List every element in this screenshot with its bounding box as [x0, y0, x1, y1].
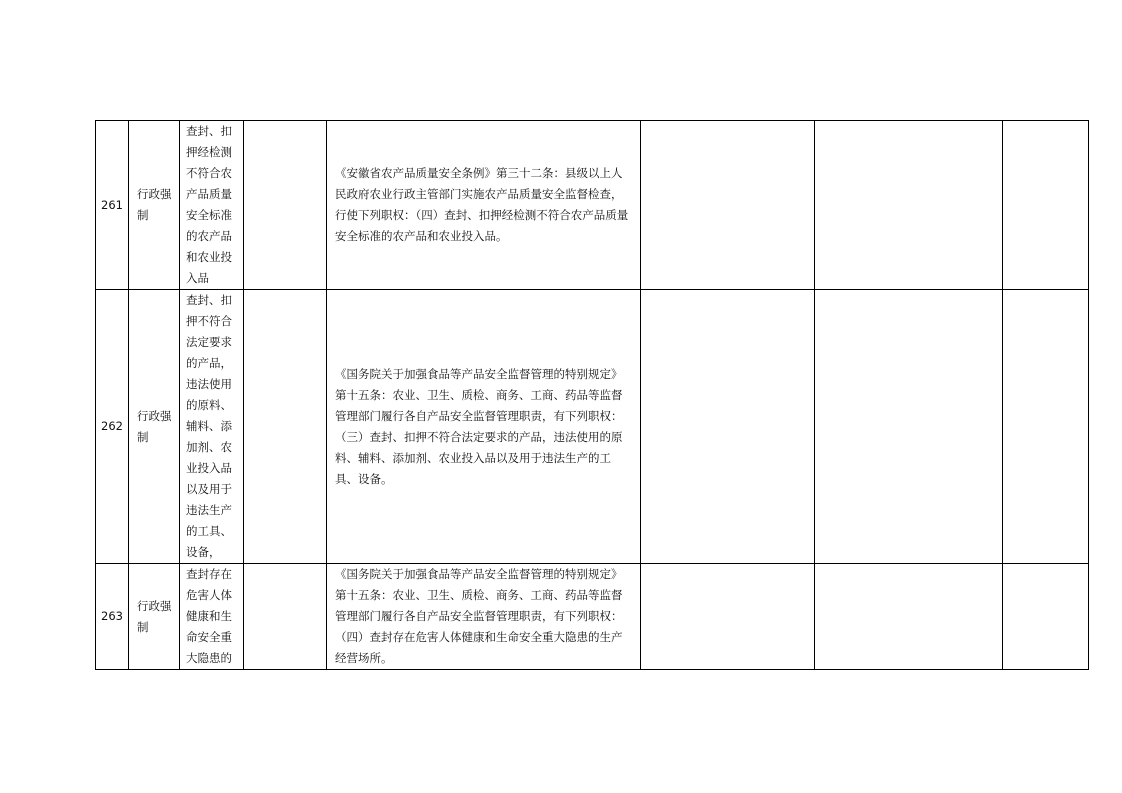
power-item-name: 查封、扣押经检测不符合农产品质量安全标准的农产品和农业投入品 — [180, 121, 244, 290]
empty-cell — [641, 121, 815, 290]
legal-basis: 《国务院关于加强食品等产品安全监督管理的特别规定》第十五条：农业、卫生、质检、商务、工商、药品等监督管理部门履行各自产品安全监督管理职责，有下列职权：（四）查封存在危害人体健康和生命安全重大隐患的生产经营场所。 — [327, 564, 641, 670]
row-number: 263 — [96, 564, 129, 670]
legal-basis: 《安徽省农产品质量安全条例》第三十二条：县级以上人民政府农业行政主管部门实施农产品质量安全监督检查，行使下列职权：（四）查封、扣押经检测不符合农产品质量安全标准的农产品和农业投入品。 — [327, 121, 641, 290]
empty-cell — [244, 564, 327, 670]
power-category: 行政强制 — [129, 564, 180, 670]
power-category: 行政强制 — [129, 290, 180, 564]
table-row — [96, 121, 1089, 290]
power-category: 行政强制 — [129, 121, 180, 290]
empty-cell — [1003, 290, 1089, 564]
empty-cell — [815, 290, 1003, 564]
table-row — [96, 290, 1089, 564]
empty-cell — [244, 290, 327, 564]
legal-basis: 《国务院关于加强食品等产品安全监督管理的特别规定》第十五条：农业、卫生、质检、商务、工商、药品等监督管理部门履行各自产品安全监督管理职责，有下列职权：（三）查封、扣押不符合法定要求的产品，违法使用的原料、辅料、添加剂、农业投入品以及用于违法生产的工具、设备。 — [327, 290, 641, 564]
power-list-table — [95, 120, 1089, 670]
empty-cell — [815, 564, 1003, 670]
row-number: 262 — [96, 290, 129, 564]
empty-cell — [244, 121, 327, 290]
table-row — [96, 564, 1089, 670]
row-number: 261 — [96, 121, 129, 290]
empty-cell — [641, 290, 815, 564]
power-item-name: 查封存在危害人体健康和生命安全重大隐患的 — [180, 564, 244, 670]
empty-cell — [641, 564, 815, 670]
empty-cell — [1003, 564, 1089, 670]
empty-cell — [815, 121, 1003, 290]
empty-cell — [1003, 121, 1089, 290]
power-item-name: 查封、扣押不符合法定要求的产品，违法使用的原料、辅料、添加剂、农业投入品以及用于违法生产的工具、设备， — [180, 290, 244, 564]
